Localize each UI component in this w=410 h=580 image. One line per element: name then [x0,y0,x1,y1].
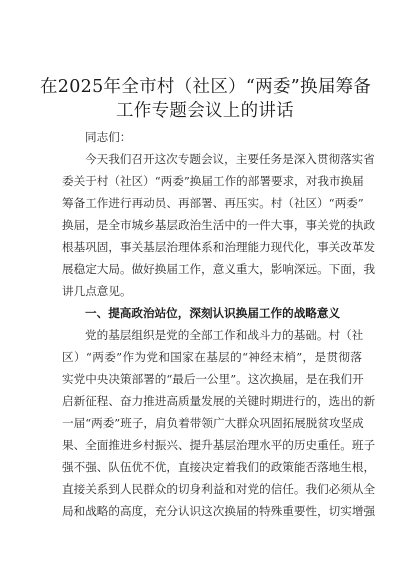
intro-line-3: 筹备工作进行再动员、再部署、再压实。村（社区）“两委” [62,196,364,210]
intro-line-2: 委关于村（社区）“两委”换届工作的部署要求，对我市换届 [62,174,364,188]
section-1-line-4: 启新征程、奋力推进高质量发展的关键时期进行的，选出的新 [62,394,376,408]
section-1-line-3: 实党中央决策部署的“最后一公里”。这次换届，是在我们开 [62,372,364,386]
section-1-line-7: 强不强、队伍优不优，直接决定着我们的政策能否落地生根， [62,460,376,474]
intro-line-6: 展稳定大局。做好换届工作，意义重大，影响深远。下面，我 [62,262,376,276]
section-1-line-6: 果、全面推进乡村振兴、提升基层治理水平的历史重任。班子 [62,438,376,452]
greeting: 同志们： [85,130,132,144]
intro-line-1: 今天我们召开这次专题会议，主要任务是深入贯彻落实省 [85,152,375,166]
section-1-line-1: 党的基层组织是党的全部工作和战斗力的基础。村（社 [85,328,364,342]
section-1-line-9: 局和战略的高度，充分认识这次换届的特殊重要性，切实增强 [62,504,376,518]
speech-title-line-2: 工作专题会议上的讲话 [116,101,294,121]
intro-line-7: 讲几点意见。 [62,284,132,298]
section-1-heading: 一、提高政治站位，深刻认识换届工作的战略意义 [85,306,341,320]
section-1-line-8: 直接关系到人民群众的切身利益和对党的信任。我们必须从全 [62,482,376,496]
intro-line-4: 换届，是全市城乡基层政治生活中的一件大事，事关党的执政 [62,218,376,232]
section-1-line-2: 区）“两委”作为党和国家在基层的“神经末梢”，是贯彻落 [62,350,362,364]
intro-line-5: 根基巩固，事关基层治理体系和治理能力现代化，事关改革发 [62,240,376,254]
speech-title-line-1: 在2025年全市村（社区）“两委”换届筹备 [40,77,372,97]
section-1-line-5: 一届“两委”班子，肩负着带领广大群众巩固拓展脱贫攻坚成 [62,416,364,430]
